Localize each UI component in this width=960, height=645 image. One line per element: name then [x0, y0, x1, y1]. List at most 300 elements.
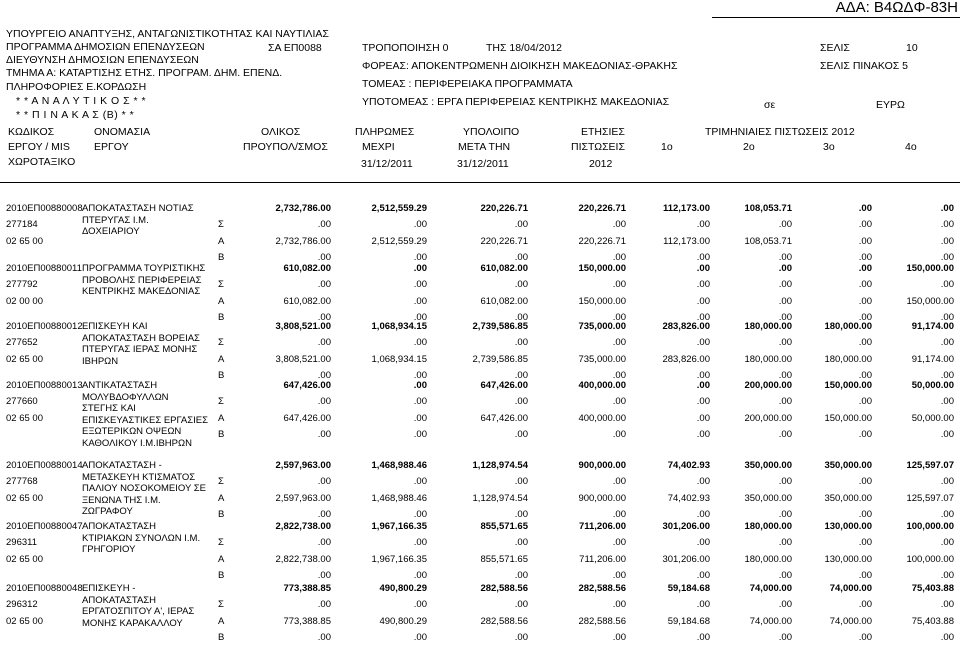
project-name-line: ΑΠΟΚΑΤΑΣΤΑΣΗ -	[82, 460, 162, 471]
total-budget-b-zero: .00	[317, 429, 331, 440]
q1-credit-a: .00	[696, 296, 710, 307]
total-budget: 773,388.85	[283, 583, 331, 594]
q3-credit-b-zero: .00	[858, 429, 872, 440]
se-label: σε	[764, 99, 776, 111]
q3-credit-s-zero: .00	[858, 599, 872, 610]
q1-credit: 59,184.68	[667, 583, 710, 594]
project-name-line: ΑΠΟΚΑΤΑΣΤΑΣΗ	[82, 521, 157, 532]
remaining-s-zero: .00	[514, 476, 528, 487]
q4-credit-b-zero: .00	[940, 370, 954, 381]
q3-credit-s-zero: .00	[858, 476, 872, 487]
project-name-line: ΕΠΙΣΚΕΥΑΣΤΙΚΕΣ ΕΡΓΑΣΙΕΣ	[82, 414, 208, 426]
annual-credit-s-zero: .00	[612, 537, 626, 548]
q4-credit-s-zero: .00	[940, 537, 954, 548]
q2-credit: 180,000.00	[744, 321, 792, 332]
remaining-s-zero: .00	[514, 337, 528, 348]
col-annual-2: ΠΙΣΤΩΣΕΙΣ	[571, 141, 625, 153]
modification-label: ΤΡΟΠΟΠΟΙΗΣΗ 0	[362, 42, 449, 54]
q3-credit-s-zero: .00	[858, 219, 872, 230]
status-letter-b: Β	[218, 252, 225, 263]
project-name-line: ΠΡΟΒΟΛΗΣ ΠΕΡΙΦΕΡΕΙΑΣ	[82, 274, 202, 286]
q3-credit-s-zero: .00	[858, 537, 872, 548]
q1-credit-b-zero: .00	[696, 429, 710, 440]
remaining: 282,588.56	[480, 583, 528, 594]
total-budget: 2,597,963.00	[275, 460, 331, 471]
payments-to-date-a: .00	[413, 413, 427, 424]
q2-credit-a: 74,000.00	[749, 616, 792, 627]
col-paid: ΠΛΗΡΩΜΕΣ	[355, 126, 415, 138]
q3-credit: 150,000.00	[824, 380, 872, 391]
q2-credit-b-zero: .00	[778, 632, 792, 643]
remaining-a: 282,588.56	[480, 616, 528, 627]
q3-credit-s-zero: .00	[858, 337, 872, 348]
annual-credit: 282,588.56	[578, 583, 626, 594]
annual-credit-s-zero: .00	[612, 337, 626, 348]
q2-credit-b-zero: .00	[778, 252, 792, 263]
q1-credit-s-zero: .00	[696, 599, 710, 610]
q4-credit-a: 100,000.00	[906, 554, 954, 565]
project-name-line: ΔΟΧΕΙΑΡΙΟΥ	[82, 226, 140, 237]
payments-to-date: 2,512,559.29	[371, 203, 427, 214]
q4-credit: 150,000.00	[906, 263, 954, 274]
q2-credit-s-zero: .00	[778, 599, 792, 610]
remaining: 647,426.00	[480, 380, 528, 391]
q1-credit-a: 59,184.68	[667, 616, 710, 627]
q3-credit-b-zero: .00	[858, 632, 872, 643]
q1-credit-a: 301,206.00	[662, 554, 710, 565]
project-code: 2010ΕΠ00880008	[6, 203, 83, 214]
q3-credit-a: 180,000.00	[824, 354, 872, 365]
project-name-line: ΠΤΕΡΥΓΑΣ Ι.Μ.	[82, 214, 149, 226]
payments-to-date-a: 1,967,166.35	[371, 554, 427, 565]
project-geo: 02 65 00	[6, 413, 43, 424]
remaining-s-zero: .00	[514, 219, 528, 230]
payments-to-date: 490,800.29	[379, 583, 427, 594]
q2-credit-b-zero: .00	[778, 509, 792, 520]
status-letter-b: Β	[218, 429, 225, 440]
q4-credit: 50,000.00	[911, 380, 954, 391]
annual-credit-s-zero: .00	[612, 599, 626, 610]
remaining-s-zero: .00	[514, 396, 528, 407]
project-name-line: ΜΕΤΑΣΚΕΥΗ ΚΤΙΣΜΑΤΟΣ	[82, 471, 196, 483]
project-mis: 277652	[6, 337, 38, 348]
q1-credit-s-zero: .00	[696, 219, 710, 230]
sa-code: ΣΑ ΕΠ0088	[268, 42, 322, 54]
project-name-line: ΜΟΛΥΒΔΟΦΥΛΛΩΝ	[82, 391, 169, 403]
project-name-line: ΕΠΙΣΚΕΥΗ ΚΑΙ	[82, 321, 148, 332]
q1-credit-a: .00	[696, 413, 710, 424]
status-letter-s: Σ	[218, 476, 224, 487]
remaining-a: 855,571.65	[480, 554, 528, 565]
total-budget-b-zero: .00	[317, 252, 331, 263]
annual-credit-b-zero: .00	[612, 252, 626, 263]
q1-credit: 74,402.93	[667, 460, 710, 471]
payments-to-date: 1,967,166.35	[371, 521, 427, 532]
project-name-line: ΚΤΙΡΙΑΚΩΝ ΣΥΝΟΛΩΝ Ι.Μ.	[82, 532, 201, 544]
project-name-line: ΑΠΟΚΑΤΑΣΤΑΣΗ	[82, 594, 157, 606]
total-budget-s-zero: .00	[317, 599, 331, 610]
q4-credit-a: .00	[940, 236, 954, 247]
q4-credit-a: 125,597.07	[906, 493, 954, 504]
q2-credit-s-zero: .00	[778, 537, 792, 548]
total-budget: 647,426.00	[283, 380, 331, 391]
project-mis: 296312	[6, 599, 38, 610]
q3-credit-s-zero: .00	[858, 279, 872, 290]
q2-credit-s-zero: .00	[778, 219, 792, 230]
remaining: 220,226.71	[480, 203, 528, 214]
project-name-line: ΑΝΤΙΚΑΤΑΣΤΑΣΗ	[82, 380, 158, 391]
date-label: ΤΗΣ 18/04/2012	[486, 42, 562, 54]
annual-credit-b-zero: .00	[612, 509, 626, 520]
annual-credit-a: 282,588.56	[578, 616, 626, 627]
total-budget-a: 2,597,963.00	[275, 493, 331, 504]
remaining-b-zero: .00	[514, 632, 528, 643]
payments-to-date-s-zero: .00	[413, 337, 427, 348]
q3-credit-a: 130,000.00	[824, 554, 872, 565]
annual-credit: 400,000.00	[578, 380, 626, 391]
remaining-a: 647,426.00	[480, 413, 528, 424]
payments-to-date-a: 490,800.29	[379, 616, 427, 627]
q1-credit-a: 283,826.00	[662, 354, 710, 365]
remaining-a: 610,082.00	[480, 296, 528, 307]
q4-credit-b-zero: .00	[940, 632, 954, 643]
q4-credit-a: 91,174.00	[911, 354, 954, 365]
col-mis: ΕΡΓΟΥ / MIS	[8, 141, 70, 153]
project-code: 2010ΕΠ00880014	[6, 460, 83, 471]
q2-credit-a: 350,000.00	[744, 493, 792, 504]
payments-to-date-s-zero: .00	[413, 279, 427, 290]
project-name-line: ΚΑΘΟΛΙΚΟΥ Ι.Μ.ΙΒΗΡΩΝ	[82, 437, 192, 449]
remaining: 855,571.65	[480, 521, 528, 532]
q3-credit-a: .00	[858, 236, 872, 247]
q1-credit-b-zero: .00	[696, 570, 710, 581]
q1-credit-s-zero: .00	[696, 337, 710, 348]
q2-credit: 200,000.00	[744, 380, 792, 391]
q1-credit-b-zero: .00	[696, 370, 710, 381]
q2-credit-a: 180,000.00	[744, 554, 792, 565]
q4-credit: 100,000.00	[906, 521, 954, 532]
total-budget-b-zero: .00	[317, 570, 331, 581]
annual-credit-b-zero: .00	[612, 370, 626, 381]
annual-credit-b-zero: .00	[612, 570, 626, 581]
project-name-line: ΕΠΙΣΚΕΥΗ -	[82, 583, 136, 594]
project-name-line: ΜΟΝΗΣ ΚΑΡΑΚΑΛΛΟΥ	[82, 617, 183, 629]
total-budget-a: 610,082.00	[283, 296, 331, 307]
project-name-line: ΑΠΟΚΑΤΑΣΤΑΣΗ ΝΟΤΙΑΣ	[82, 203, 194, 214]
q2-credit-b-zero: .00	[778, 312, 792, 323]
q2-credit: 74,000.00	[749, 583, 792, 594]
total-budget-a: 2,822,738.00	[275, 554, 331, 565]
q1-credit: 283,826.00	[662, 321, 710, 332]
q4-credit-s-zero: .00	[940, 476, 954, 487]
remaining-s-zero: .00	[514, 279, 528, 290]
col-name-2: ΕΡΓΟΥ	[94, 141, 129, 153]
payments-to-date-a: 1,068,934.15	[371, 354, 427, 365]
payments-to-date: 1,068,934.15	[371, 321, 427, 332]
pinakas-label: * * Π Ι Ν Α Κ Α Σ (Β) * *	[16, 109, 135, 121]
status-letter-b: Β	[218, 632, 225, 643]
remaining-a: 2,739,586.85	[472, 354, 528, 365]
remaining-b-zero: .00	[514, 570, 528, 581]
annual-credit: 220,226.71	[578, 203, 626, 214]
project-code: 2010ΕΠ00880012	[6, 321, 83, 332]
q2-credit: .00	[778, 263, 792, 274]
status-letter-a: Α	[218, 493, 225, 504]
col-annual-year: 2012	[589, 158, 613, 170]
project-code: 2010ΕΠ00880011	[6, 263, 82, 274]
project-geo: 02 65 00	[6, 554, 43, 565]
payments-to-date-b-zero: .00	[413, 632, 427, 643]
program-title: ΠΡΟΓΡΑΜΜΑ ΔΗΜΟΣΙΩΝ ΕΠΕΝΔΥΣΕΩΝ	[6, 41, 205, 53]
q1-credit-s-zero: .00	[696, 476, 710, 487]
total-budget-a: 773,388.85	[283, 616, 331, 627]
status-letter-a: Α	[218, 296, 225, 307]
q2-credit-a: 108,053.71	[744, 236, 792, 247]
col-paid-date: 31/12/2011	[361, 158, 413, 170]
q2-credit: 350,000.00	[744, 460, 792, 471]
header-rule	[0, 182, 960, 183]
remaining-b-zero: .00	[514, 252, 528, 263]
annual-credit: 900,000.00	[578, 460, 626, 471]
q3-credit-b-zero: .00	[858, 252, 872, 263]
ada-underline	[712, 17, 960, 18]
status-letter-a: Α	[218, 413, 225, 424]
q1-credit-s-zero: .00	[696, 279, 710, 290]
q3-credit-s-zero: .00	[858, 396, 872, 407]
annual-credit-b-zero: .00	[612, 312, 626, 323]
annual-credit-a: 900,000.00	[578, 493, 626, 504]
status-letter-b: Β	[218, 370, 225, 381]
col-total: ΟΛΙΚΟΣ	[261, 126, 301, 138]
q1-credit-b-zero: .00	[696, 252, 710, 263]
remaining-a: 220,226.71	[480, 236, 528, 247]
col-geo: ΧΩΡΟΤΑΞΙΚΟ	[8, 156, 76, 168]
q1-credit-s-zero: .00	[696, 396, 710, 407]
payments-to-date-a: .00	[413, 296, 427, 307]
status-letter-a: Α	[218, 354, 225, 365]
project-name-line: ΞΕΝΩΝΑ ΤΗΣ Ι.Μ.	[82, 494, 161, 506]
q4-credit-s-zero: .00	[940, 279, 954, 290]
project-code: 2010ΕΠ00880047	[6, 521, 83, 532]
status-letter-a: Α	[218, 554, 225, 565]
q1-credit: .00	[696, 263, 710, 274]
q2-credit-s-zero: .00	[778, 396, 792, 407]
remaining: 610,082.00	[480, 263, 528, 274]
project-name-line: ΑΠΟΚΑΤΑΣΤΑΣΗ ΒΟΡΕΙΑΣ	[82, 332, 200, 344]
q3-credit: 350,000.00	[824, 460, 872, 471]
total-budget: 3,808,521.00	[275, 321, 331, 332]
annual-credit-b-zero: .00	[612, 632, 626, 643]
analytic-label: * * Α Ν Α Λ Υ Τ Ι Κ Ο Σ * *	[16, 95, 147, 107]
col-code: ΚΩΔΙΚΟΣ	[8, 126, 55, 138]
project-geo: 02 65 00	[6, 616, 43, 627]
q1-credit: .00	[696, 380, 710, 391]
col-paid-2: ΜΕΧΡΙ	[362, 141, 395, 153]
project-name-line: ΕΞΩΤΕΡΙΚΩΝ ΟΨΕΩΝ	[82, 426, 182, 437]
remaining-s-zero: .00	[514, 537, 528, 548]
project-mis: 277792	[6, 279, 38, 290]
q4-credit-s-zero: .00	[940, 337, 954, 348]
annual-credit-a: 220,226.71	[578, 236, 626, 247]
q4-credit-b-zero: .00	[940, 312, 954, 323]
project-name-line: ΕΡΓΑΤΟΣΠΙΤΟΥ Α', ΙΕΡΑΣ	[82, 606, 195, 617]
q2-credit-a: .00	[778, 296, 792, 307]
q1-credit-a: 74,402.93	[667, 493, 710, 504]
q3-credit: .00	[858, 203, 872, 214]
total-budget-b-zero: .00	[317, 632, 331, 643]
total-budget-a: 647,426.00	[283, 413, 331, 424]
q2-credit-s-zero: .00	[778, 337, 792, 348]
q1-credit-b-zero: .00	[696, 509, 710, 520]
total-budget-b-zero: .00	[317, 312, 331, 323]
annual-credit-a: 735,000.00	[578, 354, 626, 365]
col-name: ΟΝΟΜΑΣΙΑ	[94, 126, 151, 138]
project-name-line: ΣΤΕΓΗΣ ΚΑΙ	[82, 403, 136, 414]
payments-to-date-a: 1,468,988.46	[371, 493, 427, 504]
annual-credit-s-zero: .00	[612, 476, 626, 487]
subsector-label: ΥΠΟΤΟΜΕΑΣ : ΕΡΓΑ ΠΕΡΙΦΕΡΕΙΑΣ ΚΕΝΤΡΙΚΗΣ ΜΑΚΕΔΟΝΙΑΣ	[362, 96, 670, 108]
page-label: ΣΕΛΙΣ	[820, 42, 850, 54]
col-q4: 4ο	[905, 141, 917, 153]
info-line: ΠΛΗΡΟΦΟΡΙΕΣ Ε.ΚΟΡΔΩΣΗ	[6, 81, 147, 93]
q4-credit: 75,403.88	[911, 583, 954, 594]
q4-credit-b-zero: .00	[940, 509, 954, 520]
page-number: 10	[906, 42, 918, 54]
total-budget-s-zero: .00	[317, 279, 331, 290]
annual-credit-b-zero: .00	[612, 429, 626, 440]
payments-to-date-b-zero: .00	[413, 570, 427, 581]
remaining-b-zero: .00	[514, 312, 528, 323]
q2-credit-s-zero: .00	[778, 279, 792, 290]
q2-credit-s-zero: .00	[778, 476, 792, 487]
col-remaining-2: ΜΕΤΑ ΤΗΝ	[458, 141, 511, 153]
status-letter-b: Β	[218, 570, 225, 581]
q2-credit-b-zero: .00	[778, 570, 792, 581]
sector-label: ΤΟΜΕΑΣ : ΠΕΡΙΦΕΡΕΙΑΚΑ ΠΡΟΓΡΑΜΜΑΤΑ	[362, 78, 573, 90]
q3-credit: 180,000.00	[824, 321, 872, 332]
q3-credit-b-zero: .00	[858, 370, 872, 381]
q3-credit: 130,000.00	[824, 521, 872, 532]
q3-credit-a: 350,000.00	[824, 493, 872, 504]
project-geo: 02 65 00	[6, 354, 43, 365]
col-annual: ΕΤΗΣΙΕΣ	[581, 126, 625, 138]
status-letter-s: Σ	[218, 396, 224, 407]
q1-credit-a: 112,173.00	[663, 236, 710, 247]
annual-credit-a: 711,206.00	[579, 554, 626, 565]
q3-credit: 74,000.00	[829, 583, 872, 594]
project-name-line: ΖΩΓΡΑΦΟΥ	[82, 506, 133, 517]
annual-credit: 735,000.00	[578, 321, 626, 332]
q2-credit-b-zero: .00	[778, 370, 792, 381]
payments-to-date-a: 2,512,559.29	[371, 236, 427, 247]
payments-to-date-s-zero: .00	[413, 396, 427, 407]
project-name-line: ΚΕΝΤΡΙΚΗΣ ΜΑΚΕΔΟΝΙΑΣ	[82, 286, 201, 297]
project-name-line: ΠΑΛΙΟΥ ΝΟΣΟΚΟΜΕΙΟΥ ΣΕ	[82, 483, 207, 494]
annual-credit-s-zero: .00	[612, 219, 626, 230]
q3-credit: .00	[858, 263, 872, 274]
col-quarterly: ΤΡΙΜΗΝΙΑΙΕΣ ΠΙΣΤΩΣΕΙΣ 2012	[705, 126, 855, 138]
total-budget: 2,732,786.00	[275, 203, 331, 214]
remaining-b-zero: .00	[514, 509, 528, 520]
project-geo: 02 65 00	[6, 236, 43, 247]
body-label: ΦΟΡΕΑΣ: ΑΠΟΚΕΝΤΡΩΜΕΝΗ ΔΙΟΙΚΗΣΗ ΜΑΚΕΔΟΝΙΑΣ-ΘΡΑΚΗΣ	[362, 60, 678, 72]
payments-to-date-b-zero: .00	[413, 429, 427, 440]
col-remaining: ΥΠΟΛΟΙΠΟ	[463, 126, 520, 138]
project-name-line: ΙΒΗΡΩΝ	[82, 355, 119, 367]
col-remaining-date: 31/12/2011	[457, 158, 509, 170]
remaining-b-zero: .00	[514, 370, 528, 381]
q1-credit-b-zero: .00	[696, 312, 710, 323]
q4-credit-b-zero: .00	[940, 570, 954, 581]
payments-to-date-s-zero: .00	[413, 537, 427, 548]
q4-credit: .00	[940, 203, 954, 214]
q3-credit-b-zero: .00	[858, 570, 872, 581]
q4-credit-a: 150,000.00	[906, 296, 954, 307]
payments-to-date-b-zero: .00	[413, 370, 427, 381]
q4-credit-b-zero: .00	[940, 429, 954, 440]
ministry-title: ΥΠΟΥΡΓΕΙΟ ΑΝΑΠΤΥΞΗΣ, ΑΝΤΑΓΩΝΙΣΤΙΚΟΤΗΤΑΣ ΚΑΙ ΝΑΥΤΙΛΙΑΣ	[6, 28, 329, 40]
q3-credit-b-zero: .00	[858, 312, 872, 323]
table-page-label: ΣΕΛΙΣ ΠΙΝΑΚΟΣ 5	[820, 60, 909, 72]
status-letter-s: Σ	[218, 279, 224, 290]
annual-credit-s-zero: .00	[612, 396, 626, 407]
total-budget-s-zero: .00	[317, 337, 331, 348]
status-letter-a: Α	[218, 616, 225, 627]
remaining: 1,128,974.54	[472, 460, 528, 471]
q1-credit-b-zero: .00	[696, 632, 710, 643]
payments-to-date-b-zero: .00	[413, 312, 427, 323]
remaining-b-zero: .00	[514, 429, 528, 440]
q2-credit: 108,053.71	[744, 203, 792, 214]
status-letter-s: Σ	[218, 599, 224, 610]
annual-credit-a: 400,000.00	[578, 413, 626, 424]
q4-credit-a: 75,403.88	[911, 616, 954, 627]
q4-credit-s-zero: .00	[940, 396, 954, 407]
project-mis: 277184	[6, 219, 38, 230]
payments-to-date-s-zero: .00	[413, 219, 427, 230]
q3-credit-a: .00	[858, 296, 872, 307]
annual-credit-a: 150,000.00	[578, 296, 626, 307]
project-geo: 02 00 00	[6, 296, 43, 307]
payments-to-date-s-zero: .00	[413, 599, 427, 610]
payments-to-date-b-zero: .00	[413, 252, 427, 263]
q2-credit-a: 180,000.00	[744, 354, 792, 365]
total-budget-s-zero: .00	[317, 219, 331, 230]
ada-code: ΑΔΑ: Β4ΩΔΦ-83Η	[835, 0, 958, 16]
project-mis: 277660	[6, 396, 38, 407]
total-budget-a: 3,808,521.00	[275, 354, 331, 365]
status-letter-b: Β	[218, 509, 225, 520]
q1-credit-s-zero: .00	[696, 537, 710, 548]
q4-credit-s-zero: .00	[940, 219, 954, 230]
total-budget-b-zero: .00	[317, 509, 331, 520]
section-title: ΤΜΗΜΑ Α: ΚΑΤΑΡΤΙΣΗΣ ΕΤΗΣ. ΠΡΟΓΡΑΜ. ΔΗΜ. ΕΠΕΝΔ.	[6, 67, 283, 79]
total-budget-s-zero: .00	[317, 396, 331, 407]
q4-credit: 125,597.07	[906, 460, 954, 471]
total-budget-a: 2,732,786.00	[275, 236, 331, 247]
q1-credit: 301,206.00	[662, 521, 710, 532]
col-q3: 3ο	[823, 141, 835, 153]
project-name-line: ΓΡΗΓΟΡΙΟΥ	[82, 544, 136, 555]
project-name-line: ΠΡΟΓΡΑΜΜΑ ΤΟΥΡΙΣΤΙΚΗΣ	[82, 263, 206, 274]
payments-to-date-b-zero: .00	[413, 509, 427, 520]
annual-credit: 150,000.00	[578, 263, 626, 274]
col-q2: 2ο	[743, 141, 755, 153]
status-letter-s: Σ	[218, 219, 224, 230]
q2-credit-a: 200,000.00	[744, 413, 792, 424]
project-code: 2010ΕΠ00880013	[6, 380, 83, 391]
total-budget: 610,082.00	[283, 263, 331, 274]
